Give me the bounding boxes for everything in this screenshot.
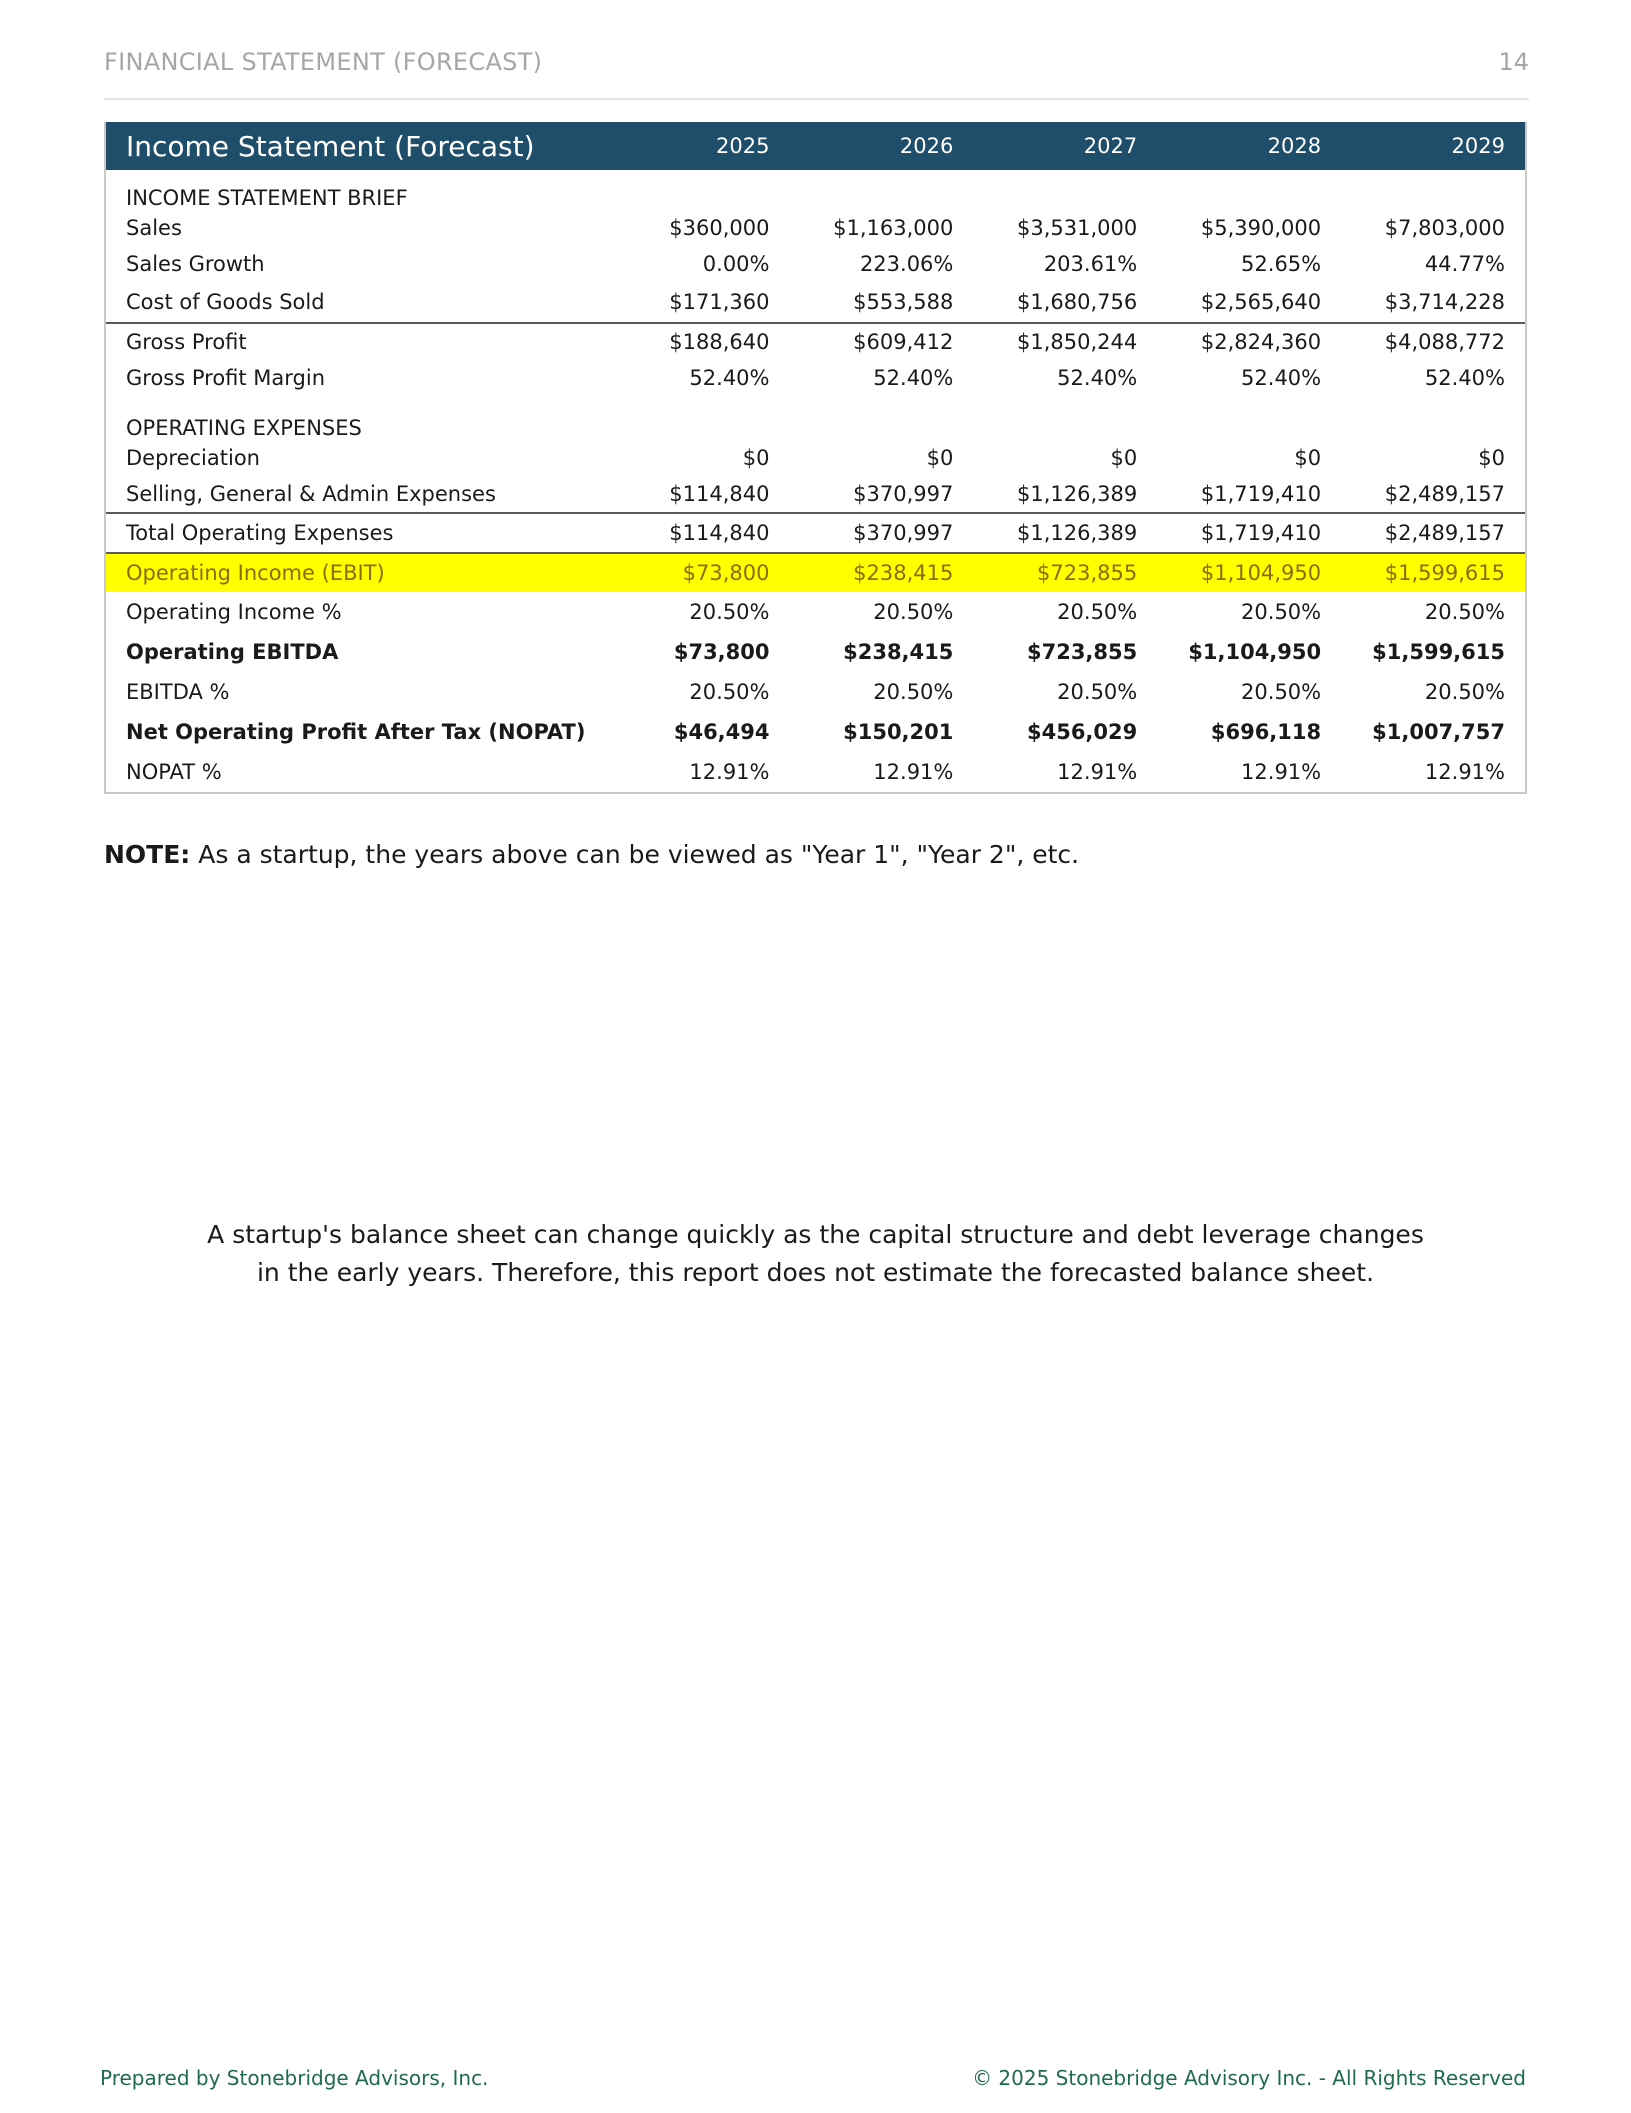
row-value: $2,565,640 [1200, 290, 1322, 314]
row-value: $2,824,360 [1200, 330, 1322, 354]
row-value: $188,640 [669, 330, 770, 354]
table-row-total-opex [106, 512, 1525, 552]
row-value: $0 [742, 446, 770, 470]
row-value: $0 [1294, 446, 1322, 470]
table-row-nopat [106, 712, 1525, 752]
table-row-ebitda [106, 632, 1525, 672]
row-value: 12.91% [1241, 760, 1322, 784]
row-value: $171,360 [669, 290, 770, 314]
row-value: 52.65% [1241, 252, 1322, 276]
income-statement-table [104, 122, 1527, 794]
row-value: $114,840 [669, 521, 770, 545]
row-value: 20.50% [689, 680, 770, 704]
table-row-ebitda-pct [106, 672, 1525, 712]
row-value: 12.91% [1057, 760, 1138, 784]
footer-prepared-by: Prepared by Stonebridge Advisors, Inc. [100, 2066, 489, 2090]
row-value: $609,412 [853, 330, 954, 354]
row-value: 20.50% [873, 600, 954, 624]
row-label: Gross Profit [126, 330, 247, 354]
page-header-title: FINANCIAL STATEMENT (FORECAST) [104, 48, 543, 76]
row-label: NOPAT % [126, 760, 222, 784]
footer-copyright: © 2025 Stonebridge Advisory Inc. - All Rights Reserved [972, 2066, 1526, 2090]
row-value: $360,000 [669, 216, 770, 240]
row-label: Depreciation [126, 446, 260, 470]
row-label: Cost of Goods Sold [126, 290, 325, 314]
row-label: Operating EBITDA [126, 640, 339, 664]
table-row-ebit [106, 552, 1525, 592]
row-label: Sales [126, 216, 182, 240]
row-value: $150,201 [843, 720, 954, 744]
row-value: $1,126,389 [1017, 521, 1138, 545]
row-value: 20.50% [873, 680, 954, 704]
row-value: 203.61% [1043, 252, 1138, 276]
row-value: $73,800 [682, 561, 770, 585]
note-prefix: NOTE: [104, 840, 191, 869]
row-value: $723,855 [1026, 640, 1138, 664]
row-value: $1,163,000 [833, 216, 954, 240]
balance-sheet-notice [0, 1216, 1631, 1292]
table-row-sales [106, 210, 1525, 246]
row-value: $3,714,228 [1384, 290, 1505, 314]
row-value: $238,415 [843, 640, 954, 664]
year-header: 2026 [899, 134, 954, 158]
year-header: 2027 [1083, 134, 1138, 158]
row-value: $4,088,772 [1384, 330, 1505, 354]
table-row-sales-growth [106, 246, 1525, 282]
row-value: $114,840 [669, 482, 770, 506]
row-value: 52.40% [1057, 366, 1138, 390]
year-header: 2029 [1451, 134, 1505, 158]
balance-sheet-line-1: A startup's balance sheet can change quickly as the capital structure and debt leverage changes [207, 1220, 1424, 1249]
row-value: $1,850,244 [1017, 330, 1138, 354]
page-number: 14 [1498, 48, 1529, 76]
row-value: $1,719,410 [1200, 482, 1322, 506]
row-value: $238,415 [853, 561, 954, 585]
row-value: 52.40% [1424, 366, 1505, 390]
table-header [106, 122, 1525, 170]
table-row-ebit-pct [106, 592, 1525, 632]
row-value: 52.40% [1241, 366, 1322, 390]
row-value: 20.50% [689, 600, 770, 624]
row-value: $2,489,157 [1384, 482, 1505, 506]
row-value: 44.77% [1424, 252, 1505, 276]
year-header: 2025 [716, 134, 770, 158]
row-label: Total Operating Expenses [126, 521, 394, 545]
row-label: Gross Profit Margin [126, 366, 326, 390]
row-value: $370,997 [853, 482, 954, 506]
section-heading-opex: OPERATING EXPENSES [126, 416, 362, 440]
row-value: $1,007,757 [1372, 720, 1505, 744]
row-value: $1,104,950 [1188, 640, 1322, 664]
table-row-gross-profit [106, 322, 1525, 360]
row-value: 52.40% [689, 366, 770, 390]
year-header: 2028 [1267, 134, 1322, 158]
row-value: $46,494 [673, 720, 770, 744]
table-note [104, 840, 1079, 869]
row-value: $1,599,615 [1372, 640, 1505, 664]
row-value: $0 [926, 446, 954, 470]
row-value: $723,855 [1037, 561, 1138, 585]
row-value: 20.50% [1424, 680, 1505, 704]
section-heading-brief: INCOME STATEMENT BRIEF [126, 186, 408, 210]
row-value: $0 [1110, 446, 1138, 470]
table-row-sga [106, 476, 1525, 512]
row-value: 52.40% [873, 366, 954, 390]
row-value: $7,803,000 [1384, 216, 1505, 240]
note-text: As a startup, the years above can be viewed as "Year 1", "Year 2", etc. [190, 840, 1080, 869]
row-value: $1,126,389 [1017, 482, 1138, 506]
row-value: $2,489,157 [1384, 521, 1505, 545]
row-value: $1,719,410 [1200, 521, 1322, 545]
row-label: Operating Income (EBIT) [126, 561, 385, 585]
row-value: $73,800 [673, 640, 770, 664]
header-divider [104, 98, 1529, 100]
table-row-depreciation [106, 440, 1525, 476]
row-value: 20.50% [1241, 600, 1322, 624]
row-value: 223.06% [859, 252, 954, 276]
table-row-gross-margin [106, 360, 1525, 396]
row-value: $553,588 [853, 290, 954, 314]
row-label: Net Operating Profit After Tax (NOPAT) [126, 720, 586, 744]
row-value: $1,599,615 [1384, 561, 1505, 585]
table-row-nopat-pct [106, 752, 1525, 792]
row-value: 20.50% [1424, 600, 1505, 624]
row-value: $370,997 [853, 521, 954, 545]
row-value: 20.50% [1057, 680, 1138, 704]
balance-sheet-line-2: in the early years. Therefore, this report does not estimate the forecasted balance sheet. [256, 1258, 1375, 1287]
row-label: Operating Income % [126, 600, 342, 624]
row-value: 0.00% [702, 252, 770, 276]
row-value: $456,029 [1026, 720, 1138, 744]
row-label: Sales Growth [126, 252, 265, 276]
row-label: EBITDA % [126, 680, 230, 704]
row-value: 20.50% [1241, 680, 1322, 704]
row-label: Selling, General & Admin Expenses [126, 482, 496, 506]
row-value: $1,104,950 [1200, 561, 1322, 585]
row-value: $696,118 [1210, 720, 1322, 744]
table-title: Income Statement (Forecast) [126, 129, 535, 163]
row-value: 12.91% [1424, 760, 1505, 784]
row-value: 12.91% [873, 760, 954, 784]
row-value: $5,390,000 [1200, 216, 1322, 240]
row-value: $0 [1478, 446, 1505, 470]
row-value: 20.50% [1057, 600, 1138, 624]
row-value: 12.91% [689, 760, 770, 784]
row-value: $3,531,000 [1017, 216, 1138, 240]
row-value: $1,680,756 [1017, 290, 1138, 314]
table-row-cogs [106, 282, 1525, 322]
